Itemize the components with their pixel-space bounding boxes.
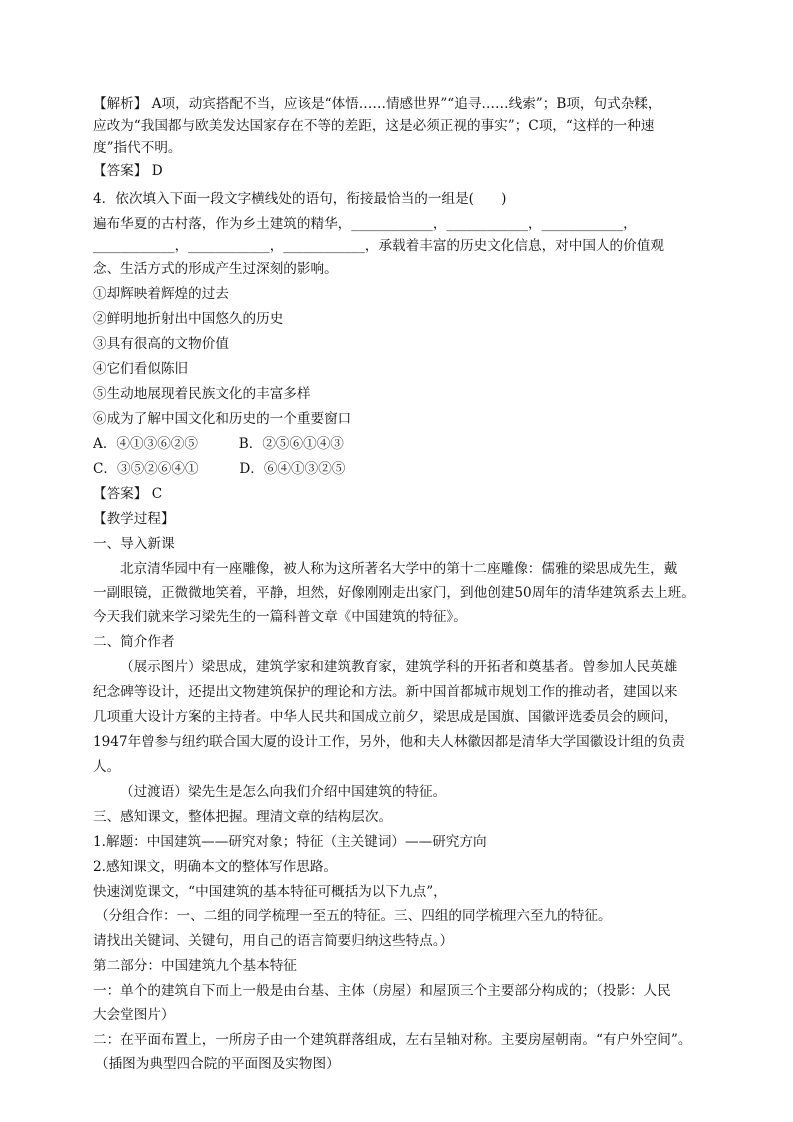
teaching-process-heading: 【教学过程】 [93, 511, 175, 527]
feature-1-line-1: 一：单个的建筑自下而上一般是由台基、主体（房屋）和屋顶三个主要部分构成的；（投影：人民 [93, 983, 671, 999]
analysis-line-1: 【解析】 A项，动宾搭配不当，应该是“体悟……情感世界”“追寻……线索”；B项，句式杂糅， [93, 96, 662, 112]
perceive-step-2: 2.感知课文，明确本文的整体写作思路。 [93, 859, 338, 875]
part-two-heading: 第二部分：中国建筑九个基本特征 [93, 958, 297, 974]
passage-line-2: ____________，____________，____________，承载着丰富的历史文化信息，对中国人的价值观 [93, 238, 664, 254]
analysis-line-3: 度”指代不明。 [93, 140, 182, 156]
option-item-3: ③具有很高的文物价值 [93, 336, 229, 352]
passage-line-3: 念、生活方式的形成产生过深刻的影响。 [93, 261, 338, 277]
author-line-3: 几项重大设计方案的主持者。中华人民共和国成立前夕，梁思成是国旗、国徽评选委员会的顾问， [93, 709, 678, 725]
intro-line-1: 北京清华园中有一座雕像，被人称为这所著名大学中的第十二座雕像：儒雅的梁思成先生，戴 [120, 561, 678, 577]
perceive-line-4: （分组合作：一、二组的同学梳理一至五的特征。三、四组的同学梳理六至九的特征。 [95, 908, 612, 924]
feature-1-line-2: 大会堂图片） [93, 1007, 175, 1023]
answer-line-2: 【答案】 C [93, 486, 163, 502]
perceive-step-1: 1.解题：中国建筑——研究对象；特征（主关键词）——研究方向 [93, 834, 487, 850]
option-item-5: ⑤生动地展现着民族文化的丰富多样 [93, 386, 311, 402]
author-line-5: 人。 [93, 759, 121, 775]
section-heading-intro: 一、导入新课 [93, 536, 175, 552]
option-item-4: ④它们看似陈旧 [93, 361, 189, 377]
feature-2-line-2: （插图为典型四合院的平面图及实物图） [95, 1056, 340, 1072]
perceive-line-5: 请找出关键词、关键句，用自己的语言简要归纳这些特点。） [93, 933, 454, 949]
choice-ab: A．④①③⑥②⑤ B．②⑤⑥①④③ [93, 436, 344, 452]
section-heading-author: 二、简介作者 [93, 634, 175, 650]
section-heading-perceive: 三、感知课文，整体把握。理清文章的结构层次。 [93, 809, 393, 825]
option-item-6: ⑥成为了解中国文化和历史的一个重要窗口 [93, 411, 352, 427]
transition-line: （过渡语）梁先生是怎么向我们介绍中国建筑的特征。 [120, 784, 447, 800]
option-item-1: ①却辉映着辉煌的过去 [93, 286, 229, 302]
intro-line-3: 今天我们就来学习梁先生的一篇科普文章《中国建筑的特征》。 [93, 609, 467, 625]
intro-line-2: 一副眼镜，正微微地笑着，平静，坦然，好像刚刚走出家门，到他创建50周年的清华建筑系去上班。 [93, 585, 695, 601]
answer-line: 【答案】 D [93, 163, 163, 179]
passage-line-1: 遍布华夏的古村落，作为乡土建筑的精华，____________，____________，____________， [93, 216, 637, 232]
author-line-2: 纪念碑等设计，还提出文物建筑保护的理论和方法。新中国首都城市规划工作的推动者，建国以来 [93, 684, 678, 700]
author-line-1: （展示图片）梁思成，建筑学家和建筑教育家，建筑学科的开拓者和奠基者。曾参加人民英雄 [120, 659, 678, 675]
author-line-4: 1947年曾参与纽约联合国大厦的设计工作，另外，他和夫人林徽因都是清华大学国徽设计组的负责 [93, 734, 685, 750]
question-4-stem: 4．依次填入下面一段文字横线处的语句，衔接最恰当的一组是( ) [93, 191, 507, 207]
perceive-line-3: 快速浏览课文，“中国建筑的基本特征可概括为以下九点”， [93, 884, 447, 900]
choice-cd: C．③⑤②⑥④① D．⑥④①③②⑤ [93, 461, 346, 477]
analysis-line-2: 应改为“我国都与欧美发达国家存在不等的差距，这是必须正视的事实”；C项，“这样的一种速 [93, 118, 655, 134]
option-item-2: ②鲜明地折射出中国悠久的历史 [93, 311, 284, 327]
feature-2-line-1: 二：在平面布置上，一所房子由一个建筑群落组成，左右呈轴对称。主要房屋朝南。“有户外空间”。 [93, 1032, 692, 1048]
